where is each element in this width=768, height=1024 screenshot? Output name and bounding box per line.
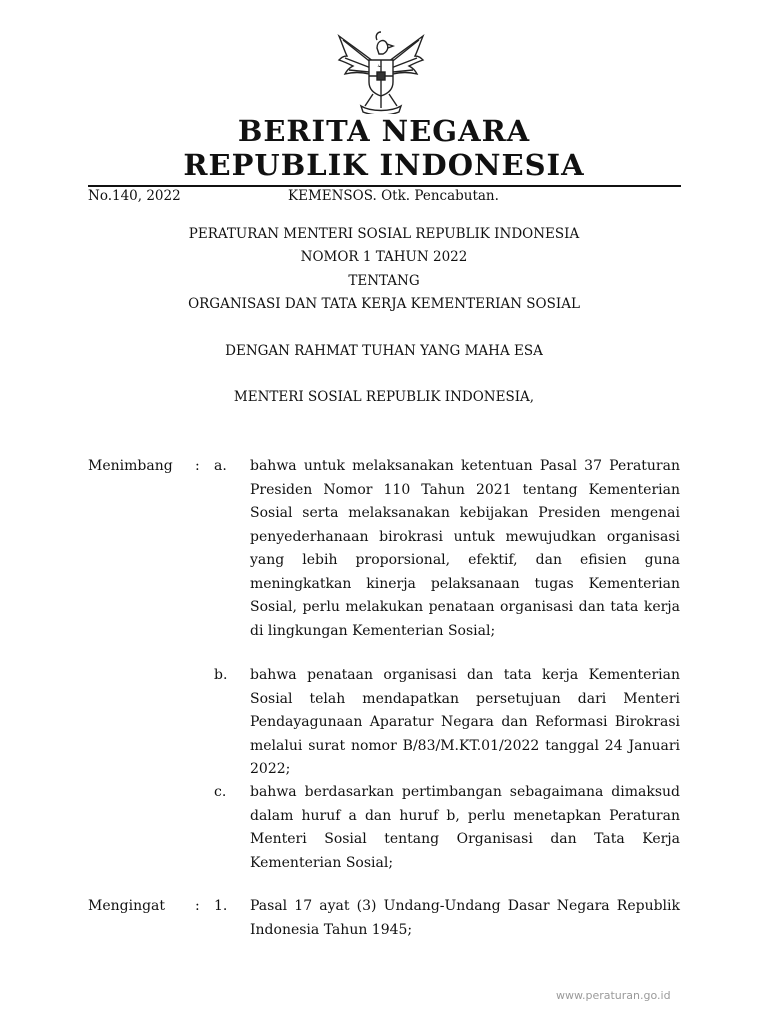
mengingat-colon: :: [195, 898, 200, 914]
footer-url: www.peraturan.go.id: [556, 989, 671, 1002]
mengingat-item-1: Pasal 17 ayat (3) Undang-Undang Dasar Negara Republik Indonesia Tahun 1945;: [250, 898, 680, 938]
menimbang-marker-c: c.: [214, 784, 227, 800]
menimbang-item-a: bahwa untuk melaksanakan ketentuan Pasal 37 Peraturan Presiden Nomor 110 Tahun 2021 tentang Kementerian Sosial serta melaksanakan kebijakan Presiden mengenai penyederhanaan birokrasi untuk mewujudkan organisasi yang lebih proporsional, efektif, dan efisien guna meningkatkan kinerja pelaksanaan tugas Kementerian Sosial, perlu melakukan penataan organisasi dan tata kerja di lingkungan Kementerian Sosial;: [250, 458, 680, 639]
menimbang-label: Menimbang: [88, 458, 173, 474]
mengingat-label: Mengingat: [88, 898, 166, 914]
mengingat-marker-1: 1.: [214, 898, 228, 914]
authority-line: MENTERI SOSIAL REPUBLIK INDONESIA,: [233, 389, 535, 405]
menimbang-marker-a: a.: [214, 458, 227, 474]
menimbang-colon: :: [195, 458, 200, 474]
menimbang-item-b: bahwa penataan organisasi dan tata kerja Kementerian Sosial telah mendapatkan persetujuan dari Menteri Pendayagunaan Aparatur Negara dan Reformasi Birokrasi melalui surat nomor B/83/M.KT.01/2022 tanggal 24 Januari 2022;: [250, 667, 680, 777]
issue-category: KEMENSOS. Otk. Pencabutan.: [288, 188, 499, 204]
regulation-number: NOMOR 1 TAHUN 2022: [300, 249, 468, 265]
regulation-about: TENTANG: [348, 273, 420, 289]
menimbang-marker-b: b.: [214, 667, 228, 683]
menimbang-item-c: bahwa berdasarkan pertimbangan sebagaimana dimaksud dalam huruf a dan huruf b, perlu menetapkan Peraturan Menteri Sosial tentang Organisasi dan Tata Kerja Kementerian Sosial;: [250, 784, 680, 871]
masthead-rule: [88, 185, 681, 187]
garuda-emblem-icon: [333, 26, 429, 114]
regulation-title: PERATURAN MENTERI SOSIAL REPUBLIK INDONESIA: [188, 226, 580, 242]
issue-number: No.140, 2022: [88, 188, 181, 204]
regulation-subject: ORGANISASI DAN TATA KERJA KEMENTERIAN SOSIAL: [188, 296, 580, 312]
masthead-subtitle: REPUBLIK INDONESIA: [183, 148, 585, 182]
blessing-line: DENGAN RAHMAT TUHAN YANG MAHA ESA: [225, 343, 543, 359]
masthead-title: BERITA NEGARA: [237, 114, 531, 148]
